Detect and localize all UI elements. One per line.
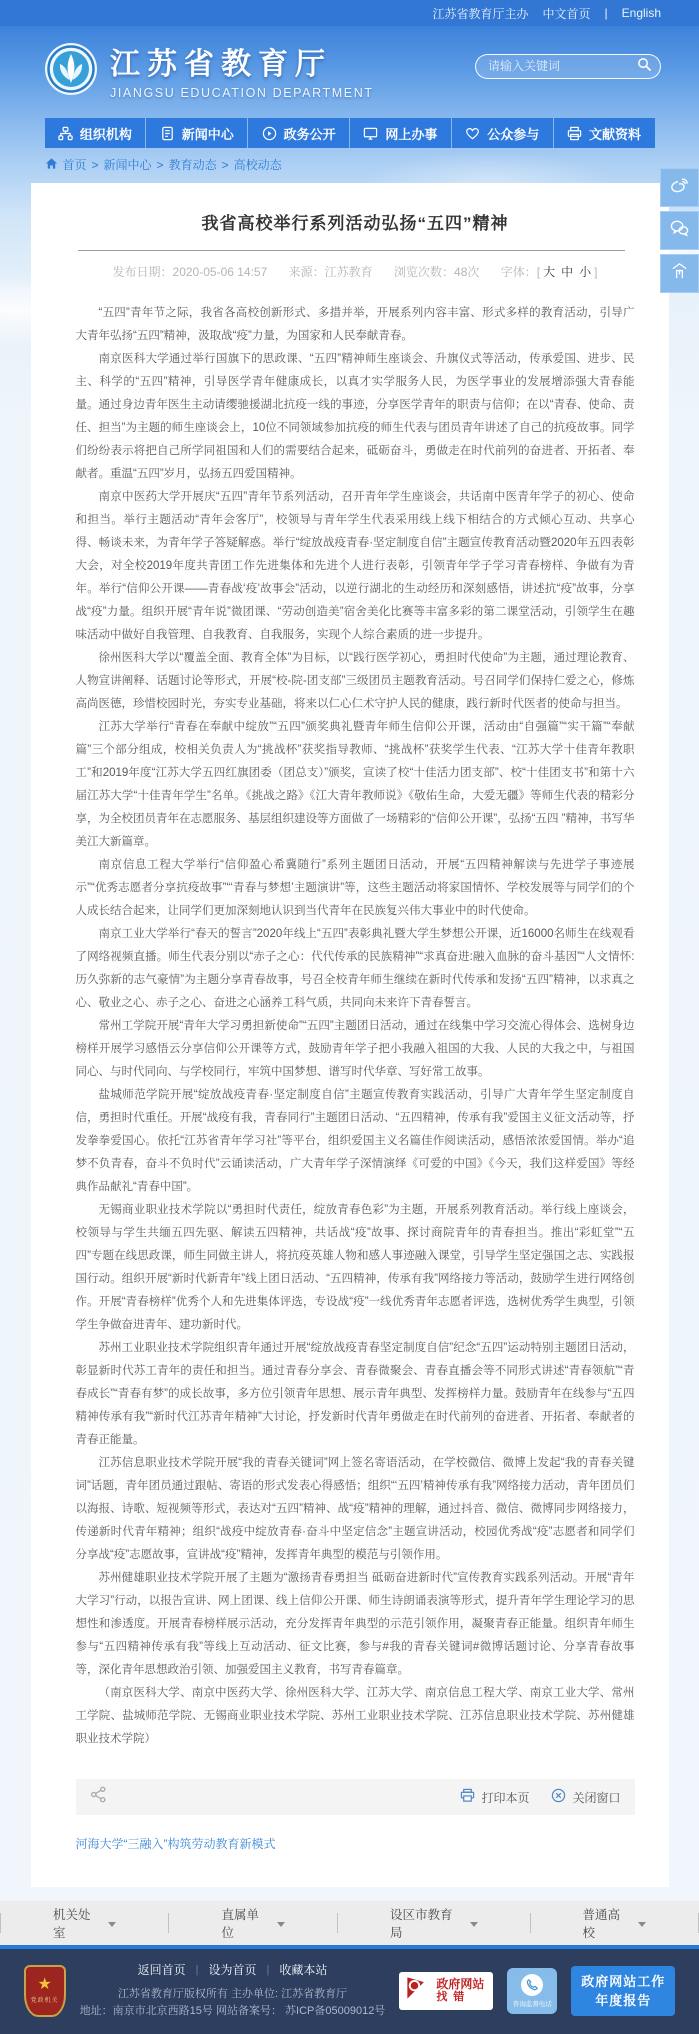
nav-item-disclosure[interactable] — [247, 118, 349, 148]
online-service-icon — [363, 126, 378, 141]
font-size-small-button[interactable]: 小 — [579, 265, 592, 279]
breadcrumb-item-university-trends[interactable]: 高校动态 — [233, 158, 282, 172]
disclosure-icon — [262, 126, 277, 141]
breadcrumb-item-news-center[interactable]: 新闻中心 — [103, 158, 152, 172]
publish-date: 发布日期：2020-05-06 14:57 — [112, 265, 268, 279]
participation-heart-icon — [465, 126, 480, 141]
nav-label: 新闻中心 — [181, 126, 234, 142]
article-paragraph: （南京医科大学、南京中医药大学、徐州医科大学、江苏大学、南京信息工程大学、南京工业大学、常州工学院、盐城师范学院、无锡商业职业技术学院、苏州工业职业技术学院、江苏信息职业技术学院、苏州健雄职业技术学院） — [75, 1687, 635, 1745]
wechat-icon — [669, 218, 690, 244]
article-paragraph: 南京工业大学举行“春天的誓言”2020年线上“五四”表彰典礼暨大学生梦想公开课，近16000名师生在线观看了网络视频直播。师生代表分别以“赤子之心：代代传承的民族精神”“求真奋进:融入血脉的奋斗基因”“人文情怀:历久弥新的志气豪情”为主题分享青春故事，号召全校青年师生继续在新时代传承和发扬“五四”精神，以求真之心、敬业之心、赤子之心、奋进之心涵养工科气质，共同向未来许下青春誓言。 — [75, 928, 635, 1009]
topbar — [0, 0, 699, 26]
related-links — [76, 1815, 635, 1861]
search-icon — [637, 57, 652, 75]
close-window-button[interactable] — [551, 1788, 620, 1806]
article-paragraph: 江苏大学举行“青春在奉献中绽放”“五四”颁奖典礼暨青年师生信仰公开课，活动由“自强篇”“实干篇”“奉献篇”三个部分组成，校相关负责人为“挑战杯”获奖指导教师、“挑战杯”获奖学生代表、“江苏大学十佳青年教职工”和2019年度“江苏大学五四红旗团委（团总支）”颁奖，宣读了校“十佳活力团支部”、校“十佳团支书”和第十六届江苏大学“十佳青年学生”名单。《挑战之路》《江大青年教师说》《敬佑生命，大爱无疆》等师生代表的精彩分享，为全校团员青年在志愿服务、基层组织建设等方面做了一场精彩的“信仰公开课”，弘扬“五四 ”精神，书写华美江大新篇章。 — [75, 721, 635, 848]
related-article-link[interactable]: 河海大学“三融入”构筑劳动教育新模式 — [75, 1837, 276, 1851]
search-input[interactable] — [488, 59, 637, 73]
nav-label: 公众参与 — [487, 126, 540, 142]
nav-label: 组织机构 — [79, 126, 132, 142]
site-name-en: JIANGSU EDUCATION DEPARTMENT — [110, 85, 374, 100]
article-meta — [76, 263, 635, 280]
breadcrumb — [45, 156, 655, 173]
font-size-large-button[interactable]: 大 — [543, 265, 556, 279]
breadcrumb-separator: > — [156, 157, 164, 172]
dropdown-label: 设区市教育局 — [389, 1908, 453, 1940]
news-icon — [160, 126, 175, 141]
emblem-label: 党政机关 — [30, 1998, 59, 2004]
article-paragraph: 无锡商业职业技术学院以“勇担时代责任，绽放青春色彩”为主题，开展系列教育活动。举行线上座谈会，校领导与学生共缅五四先驱、解读五四精神，共话战“疫”故事、探讨商院青年的青春担当。推出“彩虹堂”“五四”专题在线思政课，师生同做主讲人，将抗疫英雄人物和感人事迹融入课堂，引导学生坚定强国之志、实践报国行动。组织开展“新时代新青年”线上团日活动、“五四精神，传承有我”网络接力等活动，鼓励学生进行网络创作。开展“青春榜样”优秀个人和先进集体评选，专设战“疫”一线优秀青年志愿者评选，选树优秀学生典型，引领学生争做奋进青年、建功新时代。 — [75, 1204, 635, 1331]
chevron-down-icon — [277, 1922, 285, 1927]
dropdown-label: 普通高校 — [582, 1908, 621, 1940]
topbar-link-english[interactable]: English — [621, 6, 661, 20]
article-paragraph: 南京中医药大学开展庆“五四”青年节系列活动，召开青年学生座谈会，共话南中医青年学子的初心、使命和担当。举行主题活动“青年会客厅”，校领导与青年学生代表采用线上线下相结合的方式倾心互动、共享心得、畅谈未来，为青年学子答疑解惑。举行“绽放战疫青春·坚定制度自信”主题宣传教育活动暨2020年五四表彰大会，对全校2019年度共青团工作先进集体和先进个人进行表彰，引领青年学子学习青春榜样、争做有为青年。举行“信仰公开课——青春战‘疫’故事会”活动，以逆行湖北的生动经历和深刻感悟，讲述抗“疫”故事，分享战“疫”力量。组织开展“青年说”微团课、“劳动创造美”宿舍美化比赛等丰富多彩的第二课堂活动，引领学生在趣味活动中做好自我管理、自我教育、自我服务，实现个人综合素质的进一步提升。 — [75, 491, 635, 641]
article-paragraph: 江苏信息职业技术学院开展“我的青春关键词”网上签名寄语活动，在学校微信、微博上发起“我的青春关键词”话题，青年团员通过跟帖、寄语的形式发表心得感悟；组织“‘五四’精神传承有我”网络接力活动，青年团员们以海报、诗歌、短视频等形式，表达对“五四”精神、战“疫”精神的理解，通过抖音、微信、微博同步网络接力，传递新时代青年精神；组织“战疫中绽放青春·奋斗中坚定信念”主题宣讲活动，校园优秀战“疫”志愿者和同学们分享战“疫”志愿故事，宣讲战“疫”精神，发挥青年典型的模范与引领作用。 — [75, 1457, 635, 1561]
font-size-control: 字体：[ 大 中 小 ] — [500, 265, 598, 279]
documents-printer-icon — [567, 126, 582, 141]
footer-info — [80, 1961, 386, 2020]
nav-item-organization[interactable] — [45, 118, 146, 148]
article-paragraph: 常州工学院开展“青年大学习勇担新使命”“五四”主题团日活动，通过在线集中学习交流心得体会、选树身边榜样开展学习感悟云分享信仰公开课等方式，鼓励青年学子把小我融入祖国的大我、人民的大我之中，与祖国同心、与时代同向、与学校同行，牢筑中国梦想、谱写时代华章、写好常工故事。 — [75, 1020, 635, 1078]
share-button[interactable] — [90, 1786, 107, 1808]
article-source: 来源：江苏教育 — [288, 265, 373, 279]
header — [0, 26, 699, 118]
weibo-share-button[interactable] — [660, 168, 699, 207]
nav-item-documents[interactable] — [553, 118, 655, 148]
site-logo-icon — [44, 42, 98, 96]
website-error-report-badge[interactable] — [399, 1972, 493, 2010]
badge-report-line2: 年度报告 — [595, 1992, 652, 2008]
printer-icon — [460, 1788, 475, 1806]
badge-site-check-line1: 政府网站 — [436, 1976, 485, 1991]
article-body — [76, 302, 635, 1751]
nav-item-participation[interactable] — [451, 118, 553, 148]
nav-label: 政务公开 — [283, 126, 336, 142]
chevron-down-icon — [470, 1922, 478, 1927]
phone-icon — [521, 1974, 543, 1996]
badge-report-line1: 政府网站工作 — [581, 1973, 666, 1989]
page-title: 我省高校举行系列活动弘扬“五四”精神 — [201, 214, 509, 233]
back-to-top-icon — [669, 261, 690, 287]
footer-address-icp: 地址：南京市北京西路15号 网站备案号： 苏ICP备05009012号 — [79, 2005, 386, 2017]
article-card — [31, 183, 669, 1887]
breadcrumb-separator: > — [221, 157, 229, 172]
nav-label: 网上办事 — [385, 126, 438, 142]
article-paragraph: 苏州健雄职业技术学院开展了主题为“激扬青春勇担当 砥砺奋进新时代”宣传教育实践系列活动。开展“青年大学习”行动，以报告宣讲、网上团课、线上信仰公开课、师生诗朗诵表演等形式，提升青年学生理论学习的思想性和渗透度。开展青春榜样展示活动，充分发挥青年典型的示范引领作用，凝聚青春正能量。组织青年师生参与“五四精神传承有我”等线上互动活动、征文比赛，参与#我的青春关键词#微博话题讨论、分享青春故事等，深化青年思想政治引领、加强爱国主义教育，书写青春篇章。 — [75, 1572, 635, 1676]
article-paragraph: 苏州工业职业技术学院组织青年通过开展“绽放战疫青春坚定制度自信”纪念“五四”运动特别主题团日活动，彰显新时代苏工青年的责任和担当。通过青春分享会、青春微聚会、青春直播会等不同形式讲述“青春领航”“青春成长”“青春有梦”的成长故事，多方位引领青年思想、展示青年典型、发挥榜样力量。鼓励青年在线参与“五四精神传承有我”“新时代江苏青年精神”大讨论，抒发新时代青年勇做走在时代前列的奋进者、开拓者、奉献者的青春正能量。 — [75, 1342, 635, 1446]
font-size-medium-button[interactable]: 中 — [561, 265, 574, 279]
nav-label: 文献资料 — [589, 126, 642, 142]
nav-item-news[interactable] — [145, 118, 247, 148]
article-paragraph: “五四”青年节之际，我省各高校创新形式、多措并举，开展系列内容丰富、形式多样的教育活动，引导广大青年弘扬“五四”精神，汲取战“疫”力量，为国家和人民奉献青春。 — [75, 307, 635, 342]
article-paragraph: 南京医科大学通过举行国旗下的思政课、“五四”精神师生座谈会、升旗仪式等活动，传承爱国、进步、民主、科学的“五四”精神，引导医学青年健康成长，以真才实学服务人民，为医学事业的发展增添强大青春能量。通过身边青年医生主动请缨驰援湖北抗疫一线的事迹，分享医学青年的职责与信仰；在以“青春、使命、责任、担当”为主题的师生座谈会上，10位不同领域参加抗疫的师生代表与团员青年讲述了自己的抗疫故事。同学们纷纷表示将把自己所学同祖国和人们的需要结合起来，砥砺奋斗，勇做走在时代前列的奋进者、开拓者、奉献者。重温“五四”岁月，弘扬五四爱国精神。 — [75, 353, 635, 480]
share-bar — [76, 1779, 635, 1815]
footer-dropdown-affiliated-units[interactable] — [168, 1908, 336, 1940]
site-name: 江苏省教育厅 — [110, 47, 332, 81]
chevron-down-icon — [638, 1922, 646, 1927]
main-nav — [45, 118, 655, 148]
footer-dropdown-city-bureaus[interactable] — [337, 1908, 530, 1940]
floating-sidebar — [660, 168, 699, 293]
star-icon: ★ — [37, 1976, 52, 1993]
nav-item-online-service[interactable] — [349, 118, 451, 148]
print-page-label: 打印本页 — [481, 1790, 530, 1805]
annual-report-badge[interactable] — [571, 1966, 675, 2016]
badge-phone-label: 咨询监督电话 — [512, 2000, 552, 2008]
footer-divider: | — [195, 1963, 199, 1976]
site-brand[interactable] — [44, 39, 374, 100]
government-emblem-badge — [24, 1965, 66, 2017]
article-paragraph: 徐州医科大学以“覆盖全面、教育全体”为目标，以“践行医学初心，勇担时代使命”为主题，通过理论教育、人物宣讲阐释、话题讨论等形式，开展“校-院-团支部”三级团员主题教育活动。号召同学们保持仁爱之心，修炼高尚医德，珍惜校园时光，夯实专业基础，将来以仁心仁术守护人民的健康，践行新时代医者的使命与担当。 — [75, 652, 635, 710]
close-window-label: 关闭窗口 — [572, 1790, 621, 1805]
topbar-divider: | — [604, 6, 608, 20]
footer-link-band — [0, 1901, 699, 1945]
topbar-link-chinese-home[interactable]: 中文首页 — [542, 6, 591, 21]
breadcrumb-separator: > — [91, 157, 99, 172]
wechat-share-button[interactable] — [660, 211, 699, 250]
error-finder-magnifier-icon — [405, 1975, 431, 2006]
search-button[interactable] — [637, 57, 652, 75]
footer-dropdown-departments[interactable] — [0, 1908, 168, 1940]
dropdown-label: 机关处室 — [53, 1908, 91, 1940]
footer-link-bookmark[interactable]: 收藏本站 — [279, 1963, 328, 1977]
breadcrumb-item-education-trends[interactable]: 教育动态 — [168, 158, 217, 172]
back-to-top-button[interactable] — [660, 254, 699, 293]
title-divider — [78, 250, 625, 251]
footer-link-back-home[interactable]: 返回首页 — [137, 1963, 186, 1977]
footer-divider: | — [266, 1963, 270, 1976]
badge-site-check-line2: 找错 — [436, 1990, 471, 2003]
chevron-down-icon — [108, 1922, 116, 1927]
share-icon — [90, 1786, 107, 1808]
footer-link-set-homepage[interactable]: 设为首页 — [208, 1963, 257, 1977]
dropdown-label: 直属单位 — [221, 1908, 259, 1940]
weibo-icon — [669, 175, 690, 201]
footer — [0, 1945, 699, 2034]
home-icon — [45, 157, 58, 173]
view-count: 浏览次数：48次 — [394, 265, 480, 279]
supervision-hotline-badge[interactable] — [507, 1968, 557, 2014]
topbar-link-host[interactable]: 江苏省教育厅主办 — [432, 6, 529, 21]
brand-text — [110, 39, 374, 100]
footer-copyright: 江苏省教育厅版权所有 主办单位: 江苏省教育厅 — [117, 1988, 348, 2000]
search-box — [475, 54, 661, 79]
breadcrumb-item-home[interactable]: 首页 — [62, 158, 87, 172]
footer-dropdown-universities[interactable] — [530, 1908, 699, 1940]
article-paragraph: 盐城师范学院开展“绽放战疫青春·坚定制度自信”主题宣传教育实践活动，引导广大青年学生坚定制度自信，勇担时代重任。开展“战疫有我，青春同行”主题团日活动、“五四精神，传承有我”爱国主义征文活动等，抒发拳拳爱国心。依托“江苏省青年学习社”等平台，组织爱国主义名篇佳作阅读活动，感悟浓浓爱国情。举办“追梦不负青春，奋斗不负时代”云诵读活动，广大青年学子深情演绎《可爱的中国》《今天，我们这样爱国》等经典作品献礼“青春中国”。 — [75, 1089, 635, 1193]
article-paragraph: 南京信息工程大学举行“信仰盈心希冀随行”系列主题团日活动，开展“五四精神解读与先进学子事迹展示”“优秀志愿者分享抗疫故事”“‘青春与梦想’主题演讲”等，这些主题活动将家国情怀、学校发展等与同学们的个人成长结合起来，让同学们更加深刻地认识到当代青年在民族复兴伟大事业中的时代使命。 — [75, 859, 635, 917]
close-icon — [551, 1788, 566, 1806]
org-chart-icon — [58, 126, 73, 141]
print-page-button[interactable] — [460, 1788, 529, 1806]
